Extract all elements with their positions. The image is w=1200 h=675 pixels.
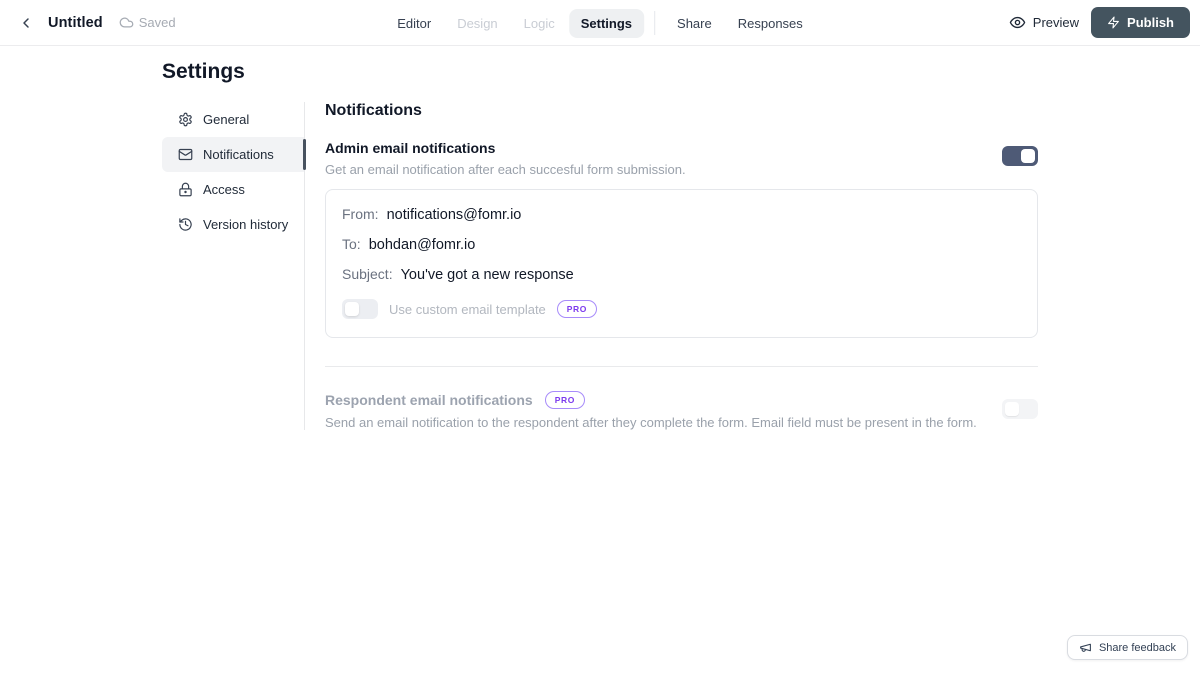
notifications-panel [305,102,1038,430]
respondent-notifications-section [325,391,1038,430]
respondent-title-row [325,391,977,409]
topbar-left [14,11,176,35]
lock-icon [178,182,193,197]
chevron-left-icon [18,15,34,31]
custom-template-label: Use custom email template [389,301,546,317]
respondent-notifications-text [325,391,977,430]
admin-email-card [325,189,1038,338]
tab-group-divider [654,11,655,35]
toggle-knob [1005,402,1019,416]
respondent-notifications-description: Send an email notification to the respondent after they complete the form. Email field must be present in the form. [325,415,977,430]
to-row [342,236,1021,253]
settings-sidebar [162,102,304,430]
page-title: Settings [162,60,245,83]
tab-responses[interactable]: Responses [726,9,815,38]
toggle-knob [345,302,359,316]
sidebar-item-label: Version history [203,217,289,232]
from-label: From: [342,206,379,222]
back-button[interactable] [14,11,38,35]
history-icon [178,217,193,232]
sidebar-item-label: Access [203,182,245,197]
cloud-saved-icon [119,15,134,30]
panel-heading: Notifications [325,102,422,119]
to-value: bohdan@fomr.io [368,237,476,253]
section-divider [325,366,1038,367]
sidebar-item-version-history[interactable] [162,207,304,242]
to-label: To: [342,236,361,252]
admin-notifications-text [325,140,686,177]
subject-value: You've got a new response [400,267,574,283]
tab-settings[interactable]: Settings [569,9,644,38]
publish-label: Publish [1127,15,1174,30]
respondent-notifications-title: Respondent email notifications [325,392,533,408]
document-title: Untitled [48,14,103,31]
settings-layout [162,102,1038,430]
tab-logic: Logic [512,9,567,38]
toggle-knob [1021,149,1035,163]
save-status-label: Saved [138,15,176,30]
megaphone-icon [1079,641,1092,654]
preview-button[interactable] [1009,14,1079,31]
lightning-bolt-icon [1107,16,1120,29]
topbar [0,0,1200,46]
sidebar-item-access[interactable] [162,172,304,207]
tab-design: Design [445,9,509,38]
subject-label: Subject: [342,266,393,282]
admin-notifications-description: Get an email notification after each succesful form submission. [325,162,686,177]
admin-notifications-toggle[interactable] [1002,146,1038,166]
save-status [119,15,176,30]
preview-label: Preview [1032,15,1080,30]
subject-row [342,266,1021,283]
share-feedback-button[interactable] [1067,635,1188,660]
admin-notifications-section [325,140,1038,177]
tab-share[interactable]: Share [665,9,724,38]
gear-icon [178,112,193,127]
tab-editor[interactable]: Editor [385,9,443,38]
from-value: notifications@fomr.io [386,207,522,223]
respondent-notifications-toggle [1002,399,1038,419]
custom-template-row [342,299,1021,319]
publish-button[interactable] [1091,7,1190,38]
topbar-tabs [385,0,815,46]
sidebar-item-label: General [203,112,250,127]
eye-icon [1009,14,1026,31]
pro-badge: PRO [545,391,585,409]
sidebar-item-general[interactable] [162,102,304,137]
envelope-icon [178,147,193,162]
pro-badge: PRO [557,300,597,318]
share-feedback-label: Share feedback [1098,641,1176,654]
sidebar-item-notifications[interactable] [162,137,304,172]
from-row [342,206,1021,223]
sidebar-item-label: Notifications [203,147,274,162]
topbar-right [1009,7,1190,38]
custom-template-toggle[interactable] [342,299,378,319]
admin-notifications-title: Admin email notifications [325,140,496,156]
